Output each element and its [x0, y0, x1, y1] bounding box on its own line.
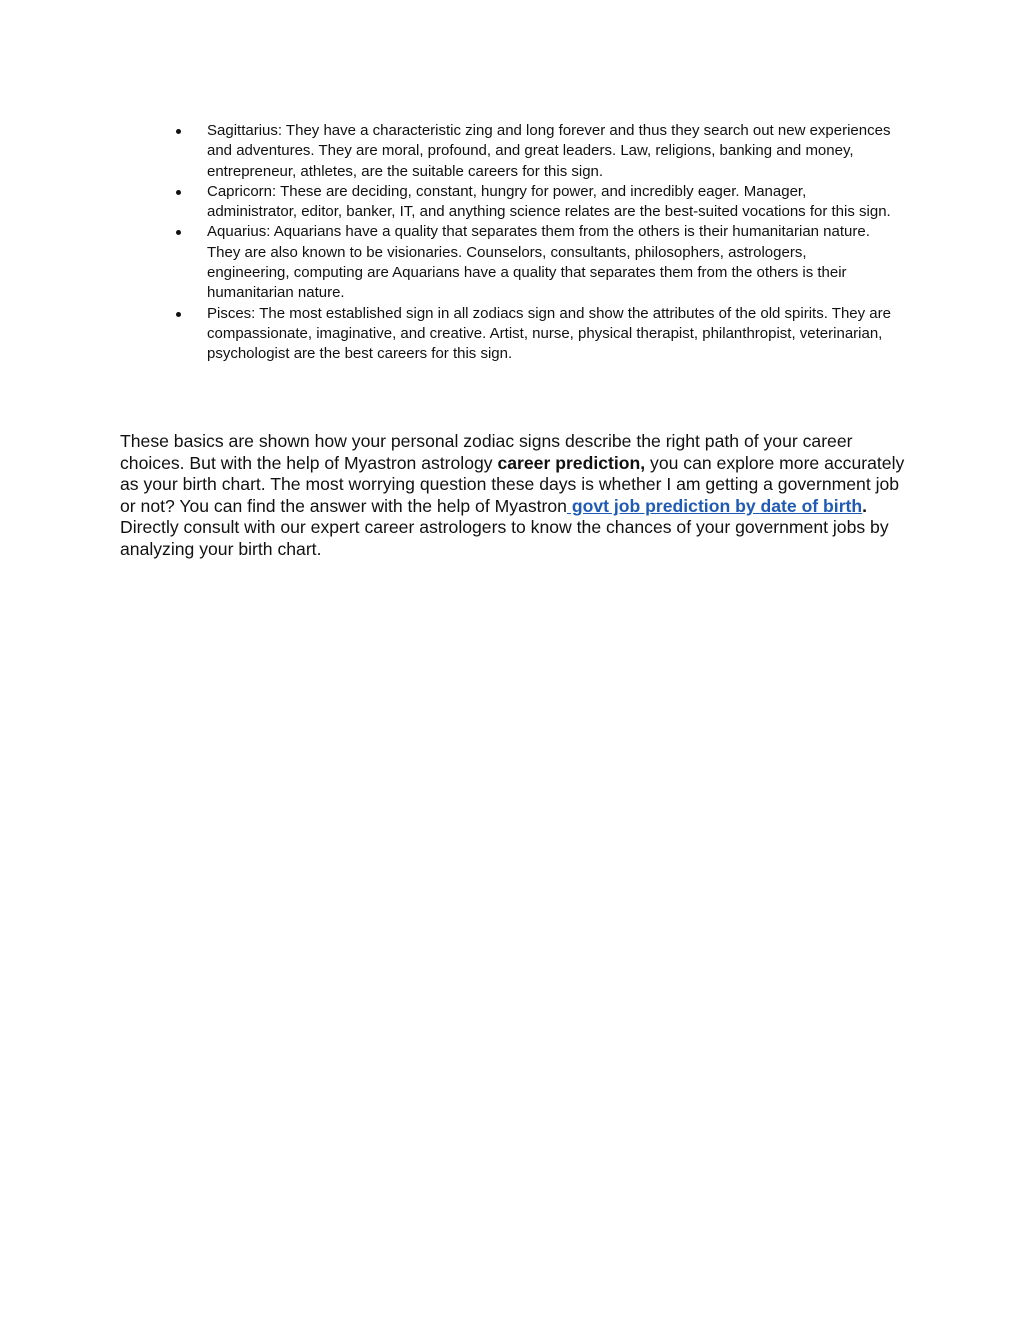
- summary-text-part1: These basics are shown how your personal zodiac signs describe the right path of your career choices. But with the help of Myastron astrology: [120, 431, 853, 473]
- list-item-text: Sagittarius: They have a characteristic zing and long forever and thus they search out new experiences and adventures. They are moral, profound, and great leaders. Law, religions, banking and money, entrepreneur, athletes, are the suitable careers for this sign.: [207, 122, 891, 180]
- summary-text-part2: you can explore more accurately as your birth chart. The most worrying question these days is whether I am getting a government job or not? You can find the answer with the help of Myastron: [120, 452, 905, 516]
- list-item-text: Pisces: The most established sign in all zodiacs sign and show the attributes of the old spirits. They are compassionate, imaginative, and creative. Artist, nurse, physical therapist, philanthropist, veterinarian, psychologist are the best careers for this sign.: [207, 304, 891, 363]
- list-item-capricorn: [172, 182, 892, 223]
- career-prediction-term: career prediction,: [497, 452, 646, 473]
- bullet-icon: [176, 129, 181, 134]
- link-period: .: [862, 495, 868, 516]
- list-item-pisces: [172, 304, 892, 365]
- summary-text-part3: Directly consult with our expert career astrologers to know the chances of your government jobs by analyzing your birth chart.: [120, 517, 889, 559]
- zodiac-career-list: [172, 121, 892, 365]
- list-item-text: Capricorn: These are deciding, constant, hungry for power, and incredibly eager. Manager, administrator, editor, banker, IT, and anything science relates are the best-suited vocations for this sign.: [207, 182, 891, 221]
- govt-job-prediction-link[interactable]: govt job prediction by date of birth: [566, 495, 863, 516]
- list-item-aquarius: [172, 222, 892, 303]
- bullet-icon: [176, 312, 181, 317]
- bullet-icon: [176, 230, 181, 235]
- summary-paragraph: [120, 431, 910, 561]
- list-item-sagittarius: [172, 121, 892, 182]
- bullet-icon: [176, 190, 181, 195]
- list-item-text: Aquarius: Aquarians have a quality that separates them from the others is their humanitarian nature. They are also known to be visionaries. Counselors, consultants, philosophers, astrologers, engineering, computing are Aquarians have a quality that separates them from the others is their humanitarian nature.: [207, 223, 870, 302]
